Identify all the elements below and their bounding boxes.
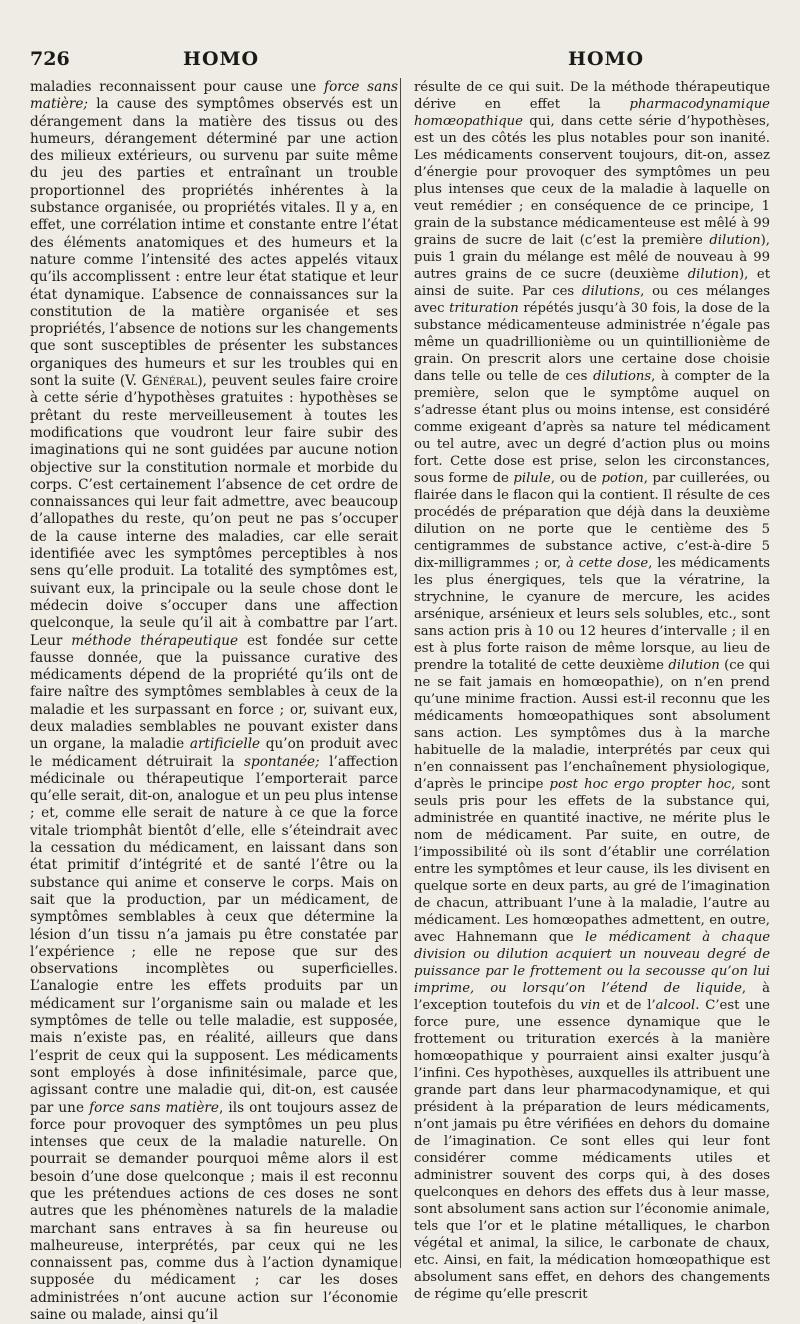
text-run: dilution: [687, 267, 740, 282]
text-run: l’affection médicinale ou thérapeutique l’emporterait parce qu’elle serait, dit-on, analogue et un peu plus intense ; et, comme elle serait de nature à ce que la force vitale triomphât bientôt d’elle, elle s’éteindrait avec la cessation du médicament, en laissant dans son état primitif d’intégrité et de santé l’être ou la substance qui anime et conserve le corps. Mais on sait que la production, par un médicament, de symptômes semblables à ceux que détermine la lésion d’un tissu n’a jamais pu être constatée par l’expérience ; elle ne repose que sur des observations incomplètes ou superficielles. L’analogie entre les effets produits par un médicament sur l’organisme sain ou malade et les symptômes de telle ou telle maladie, est supposée, mais n’existe pas, en réalité, ailleurs que dans l’esprit de ceux qui la supposent. Les médicaments sont employés à dose infinitésimale, parce que, agissant contre une maladie qui, dit-on, est causée par une: [30, 753, 398, 1116]
text-run: le médicament à chaque division ou dilution acquiert un nouveau degré de puissance par le frottement ou la secousse qu’on lui imprime, ou lorsqu’on l’étend de liquide: [414, 930, 770, 996]
text-run: répétés jusqu’à 30 fois, la dose de la substance médicamenteuse administrée n’égale pas même un quadrillionième ou un quintillionième de grain. On prescrit alors une certaine dose choisie dans telle ou telle de ces: [414, 301, 770, 384]
running-header: [0, 44, 800, 78]
text-run: qu’on produit avec le médicament détruirait la: [30, 736, 398, 770]
text-run: qui, dans cette série d’hypothèses, est un des côtés les plus notables pour son inanité. Les médicaments conservent toujours, dit-on, assez d’énergie pour provoquer des symptômes un peu plus intenses que ceux de la maladie à laquelle on veut remédier ; en conséquence de ce principe, 1 grain de la substance médicamenteuse est mêlé à 99 grains de sucre de lait (c’est la première: [414, 114, 770, 248]
text-run: , par cuillerées, ou flairée dans le flacon qui la contient. Il résulte de ces procédés de préparation que déjà dans la deuxième dilution on ne porte que le centième des 5 centigrammes de substance active, c’est-à-dire 5 dix-milligrammes ; or,: [414, 471, 770, 571]
text-run: (ce qui ne se fait jamais en homœopathie), on n’en prend qu’une minime fraction. Aussi est-il reconnu que les médicaments homœopathiques sont absolument sans action. Les symptômes dus à la marche habituelle de la maladie, interprétés par ceux qui n’en connaissent pas l’enchaînement physiologique, d’après le principe: [414, 658, 770, 792]
text-run: , ou ces mélanges avec: [414, 284, 770, 316]
text-run: force sans matière;: [30, 79, 398, 113]
text-run: est fondée sur cette fausse donnée, que la puissance curative des médicaments dépend de la propriété qu’ils ont de faire naître des symptômes semblables à ceux de la maladie et les surpassant en force ; or, suivant eux, deux maladies semblables ne pouvant exister dans un organe, la maladie: [30, 632, 398, 753]
left-running-head: HOMO: [183, 48, 260, 70]
left-column: [30, 79, 398, 1324]
text-run: ), peuvent seules faire croire à cette série d’hypothèses gratuites : hypothèses se prêtant du reste merveilleusement à toutes les modifications que voudront leur faire subir des imaginations qui ne sont guidées par aucune notion objective sur la constitution normale et morbide du corps. C’est certainement l’absence de cet ordre de connaissances qui leur fait admettre, avec beaucoup d’allopathes du reste, qu’on peut ne pas s’occuper de la cause interne des maladies, car elle serait identifiée avec les symptômes perceptibles à nos sens qu’elle produit. La totalité des symptômes est, suivant eux, la principale ou la seule chose dont le médecin doive s’occuper dans une affection quelconque, la seule qu’il ait à combattre par l’art. Leur: [30, 373, 398, 649]
text-run: résulte de ce qui suit. De la méthode thérapeutique dérive en effet la: [414, 80, 770, 112]
text-run: artificielle: [189, 736, 261, 753]
page-number: 726: [30, 48, 70, 70]
right-running-head: HOMO: [568, 48, 645, 70]
text-run: spontanée;: [244, 753, 320, 770]
text-run: Général: [141, 373, 198, 390]
text-run: vin: [580, 998, 601, 1013]
left-column-text: [30, 79, 398, 1324]
text-run: , sont seuls pris pour les effets de la substance qui, administrée en quantité inactive, ne mérite plus le nom de médicament. Par suite, en outre, de l’impossibilité où ils sont d’établir une corrélation entre les symptômes et leur cause, ils les divisent en quelque sorte en deux parts, au gré de l’imagination de chacun, attribuant l’une à la maladie, l’autre au médicament. Les homœopathes admettent, en outre, avec Hahnemann que: [414, 777, 770, 945]
text-run: , ou de: [550, 471, 602, 486]
text-run: pilule: [513, 471, 551, 486]
text-run: dilutions: [593, 369, 652, 384]
text-run: force sans matière: [89, 1099, 219, 1116]
text-run: dilution: [709, 233, 761, 248]
text-run: dilution: [668, 658, 720, 673]
text-run: potion: [601, 471, 644, 486]
text-run: trituration: [449, 301, 519, 316]
text-run: dilutions: [582, 284, 641, 299]
text-run: alcool: [655, 998, 696, 1013]
text-run: , à l’exception toutefois du: [414, 981, 771, 1013]
text-run: méthode thérapeutique: [71, 632, 239, 649]
text-run: , ils ont toujours assez de force pour provoquer des symptômes un peu plus intenses que ceux de la maladie naturelle. On pourrait se demander pourquoi même alors il est besoin d’une dose quelconque ; mais il est reconnu que les prétendues actions de ces doses ne sont autres que les phénomènes naturels de la maladie marchant sans entraves à sa fin heureuse ou malheureuse, interprétés, par ceux qui ne les connaissent pas, comme dus à l’action dynamique supposée du médicament ; car les doses administrées n’ont aucune action sur l’économie saine ou malade, ainsi qu’il: [30, 1099, 398, 1324]
text-run: et de l’: [600, 998, 656, 1013]
text-run: à cette dose: [565, 556, 649, 571]
text-run: la cause des symptômes observés est un dérangement dans la matière des tissus ou des humeurs, dérangement déterminé par une action des milieux extérieurs, ou survenu par suite même du jeu des parties et entraînant un trouble proportionnel des propriétés inhérentes à la substance organisée, ou propriétés vitales. Il y a, en effet, une corrélation intime et constante entre l’état des éléments anatomiques et des humeurs et la nature comme l’intensité des actes appelés vitaux qu’ils accomplissent : entre leur état statique et leur état dynamique. L’absence de connaissances sur la constitution de la matière organisée et ses propriétés, l’absence de notions sur les changements que sont susceptibles de présenter les substances organiques des humeurs et sur les troubles qui en sont la suite (V.: [30, 96, 398, 390]
text-run: ), puis 1 grain du mélange est mêlé de nouveau à 99 autres grains de ce sucre (deuxième: [414, 233, 770, 282]
text-run: , à compter de la première, selon que le symptôme auquel on s’adresse étant plus ou moins intense, est considéré comme exigeant d’après sa nature tel médicament ou tel autre, avec un degré d’action plus ou moins fort. Cette dose est prise, selon les circonstances, sous forme de: [414, 369, 770, 486]
text-run: pharmacodynamique homœopathique: [414, 97, 770, 129]
text-run: post hoc ergo propter hoc: [549, 777, 732, 792]
column-divider: [400, 78, 401, 1268]
right-column-text: [414, 79, 770, 1303]
right-column: [414, 79, 771, 1302]
text-run: , les médicaments les plus énergiques, tels que la vératrine, la strychnine, le cyanure de mercure, les acides arsénique, arsénieux et leurs sels solubles, etc., sont sans action pris à 10 ou 12 heures d’intervalle ; il en est à plus forte raison de même lorsque, au lieu de prendre la totalité de cette deuxième: [414, 556, 771, 673]
text-run: ), et ainsi de suite. Par ces: [414, 267, 770, 299]
text-run: . C’est une force pure, une essence dynamique que le frottement ou trituration exercés à la manière homœopathique y pourraient ainsi exalter jusqu’à l’infini. Ces hypothèses, auxquelles ils attribuent une grande part dans leur pharmacodynamique, et qui président à la préparation de leurs médicaments, n’ont jamais pu être vérifiées en dehors du domaine de l’imagination. Ce sont elles qui leur font considérer comme médicaments utiles et administrer souvent des corps qui, à des doses quelconques en dehors des effets dus à leur masse, sont absolument sans action sur l’économie animale, tels que l’or et le platine métalliques, le charbon végétal et animal, la silice, le carbonate de chaux, etc. Ainsi, en fait, la médication homœopathique est absolument sans effet, en dehors des changements de régime qu’elle prescrit: [414, 998, 770, 1302]
text-run: maladies reconnaissent pour cause une: [30, 79, 325, 95]
